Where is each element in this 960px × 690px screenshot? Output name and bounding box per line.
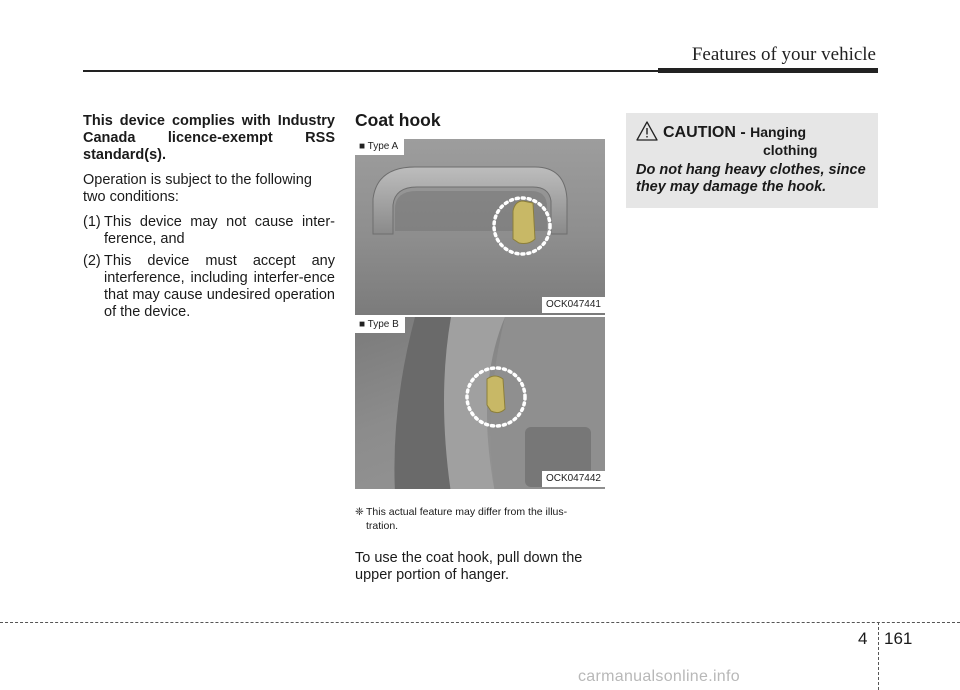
note-symbol: ❈	[355, 506, 364, 518]
caution-title-line1: Hanging	[750, 124, 807, 140]
figure-b-code: OCK047442	[542, 471, 605, 487]
page-number: 161	[884, 629, 913, 648]
caution-label: CAUTION -	[663, 124, 746, 141]
list-item-number: (1)	[83, 214, 101, 230]
header-title: Features of your vehicle	[691, 44, 876, 65]
chapter-number: 4	[858, 629, 868, 648]
list-item-text: This device must accept any interference, including interfer-ence that may cause undesired operation of the device.	[104, 253, 335, 320]
list-item	[83, 253, 335, 321]
header-rule-accent	[658, 68, 878, 73]
compliance-statement: This device complies with Industry Canada licence-exempt RSS standard(s).	[83, 113, 335, 163]
note-text-line1: This actual feature may differ from the illus-	[366, 506, 568, 518]
column-left	[83, 113, 335, 326]
figure-a-type-label: ■ Type A	[355, 139, 404, 155]
warning-triangle-icon	[636, 121, 658, 141]
coat-hook-illustration-a	[355, 139, 605, 315]
figure-a-code: OCK047441	[542, 297, 605, 313]
caution-text: Do not hang heavy clothes, since they may damage the hook.	[636, 162, 866, 195]
caution-title-line2: clothing	[763, 142, 818, 158]
section-title: Coat hook	[355, 110, 441, 130]
list-item-number: (2)	[83, 253, 101, 269]
conditions-list	[83, 214, 335, 321]
illustration-note	[355, 505, 605, 533]
footer-divider	[0, 622, 960, 623]
caution-box	[626, 113, 878, 208]
footer-vertical-divider	[878, 622, 879, 690]
note-text-line2: tration.	[366, 520, 399, 532]
figure-b-type-label: ■ Type B	[355, 317, 405, 333]
coat-hook-instructions: To use the coat hook, pull down the upper portion of hanger.	[355, 550, 583, 583]
list-item-text: This device may not cause inter-ference, and	[104, 214, 335, 247]
list-item	[83, 214, 335, 248]
caution-heading	[663, 123, 806, 142]
figure-type-a	[355, 139, 605, 315]
watermark: carmanualsonline.info	[578, 668, 740, 685]
conditions-intro: Operation is subject to the following two conditions:	[83, 172, 312, 205]
coat-hook-illustration-b	[355, 317, 605, 489]
figure-type-b	[355, 317, 605, 489]
